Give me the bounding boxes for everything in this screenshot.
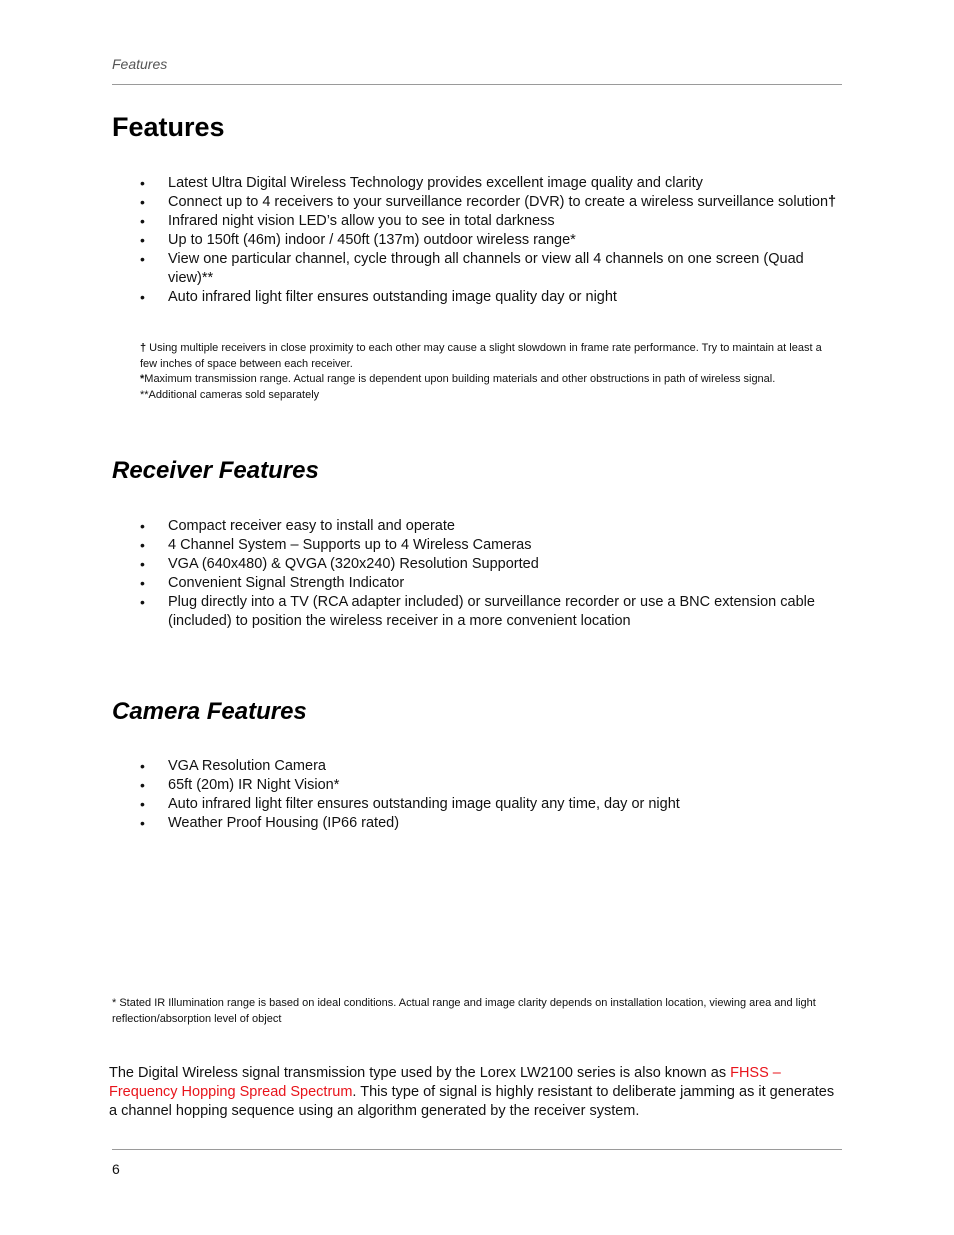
receiver-features-list (140, 517, 840, 631)
list-item: • Auto infrared light filter ensures outstanding image quality any time, day or night (140, 795, 840, 814)
footer-rule (112, 1149, 842, 1150)
list-item: • Weather Proof Housing (IP66 rated) (140, 814, 840, 833)
ir-range-footnote: * Stated IR Illumination range is based on ideal conditions. Actual range and image clarity depends on installation location, viewing area and light reflection/absorption level of object (112, 997, 816, 1025)
footnote-dagger: † Using multiple receivers in close proximity to each other may cause a slight slowdown in frame rate performance. Try to maintain at least a few inches of space between each receiver. (140, 342, 822, 370)
camera-features-list (140, 757, 840, 833)
list-item: • Up to 150ft (46m) indoor / 450ft (137m) outdoor wireless range* (140, 231, 840, 250)
list-item: • View one particular channel, cycle through all channels or view all 4 channels on one screen (Quad view)** (140, 250, 840, 288)
list-item: • VGA Resolution Camera (140, 757, 840, 776)
page-number: 6 (112, 1161, 120, 1177)
footnote-asterisk: *Maximum transmission range. Actual range is dependent upon building materials and other obstructions in path of wireless signal. (140, 373, 776, 385)
list-item: • Latest Ultra Digital Wireless Technology provides excellent image quality and clarity (140, 174, 840, 193)
list-item: • Convenient Signal Strength Indicator (140, 574, 840, 593)
list-item: • Compact receiver easy to install and operate (140, 517, 840, 536)
list-item: • 4 Channel System – Supports up to 4 Wireless Cameras (140, 536, 840, 555)
signal-paragraph: The Digital Wireless signal transmission type used by the Lorex LW2100 series is also known as FHSS – Frequency Hopping Spread Spectrum. This type of signal is highly resistant to deliberate jamming as it generates a channel hopping sequence using an algorithm generated by the receiver system. (109, 1065, 835, 1119)
features-list (140, 174, 840, 307)
list-item: • 65ft (20m) IR Night Vision* (140, 776, 840, 795)
list-item: • Plug directly into a TV (RCA adapter included) or surveillance recorder or use a BNC extension cable (included) to position the wireless receiver in a more convenient location (140, 593, 840, 631)
features-footnotes (140, 341, 840, 403)
list-item: • Auto infrared light filter ensures outstanding image quality day or night (140, 288, 840, 307)
header-rule (112, 84, 842, 85)
receiver-features-title: Receiver Features (112, 457, 319, 484)
dagger-mark: † (828, 194, 837, 210)
page-title: Features (112, 112, 225, 142)
fhss-highlight: FHSS – Frequency Hopping Spread Spectrum (109, 1065, 781, 1100)
footnote-double-asterisk: **Additional cameras sold separately (140, 388, 320, 401)
running-header: Features (112, 56, 168, 72)
list-item: • Infrared night vision LED’s allow you to see in total darkness (140, 212, 840, 231)
list-item: • Connect up to 4 receivers to your surveillance recorder (DVR) to create a wireless surveillance solution† (140, 193, 840, 212)
camera-features-title: Camera Features (112, 698, 307, 725)
list-item: • VGA (640x480) & QVGA (320x240) Resolution Supported (140, 555, 840, 574)
